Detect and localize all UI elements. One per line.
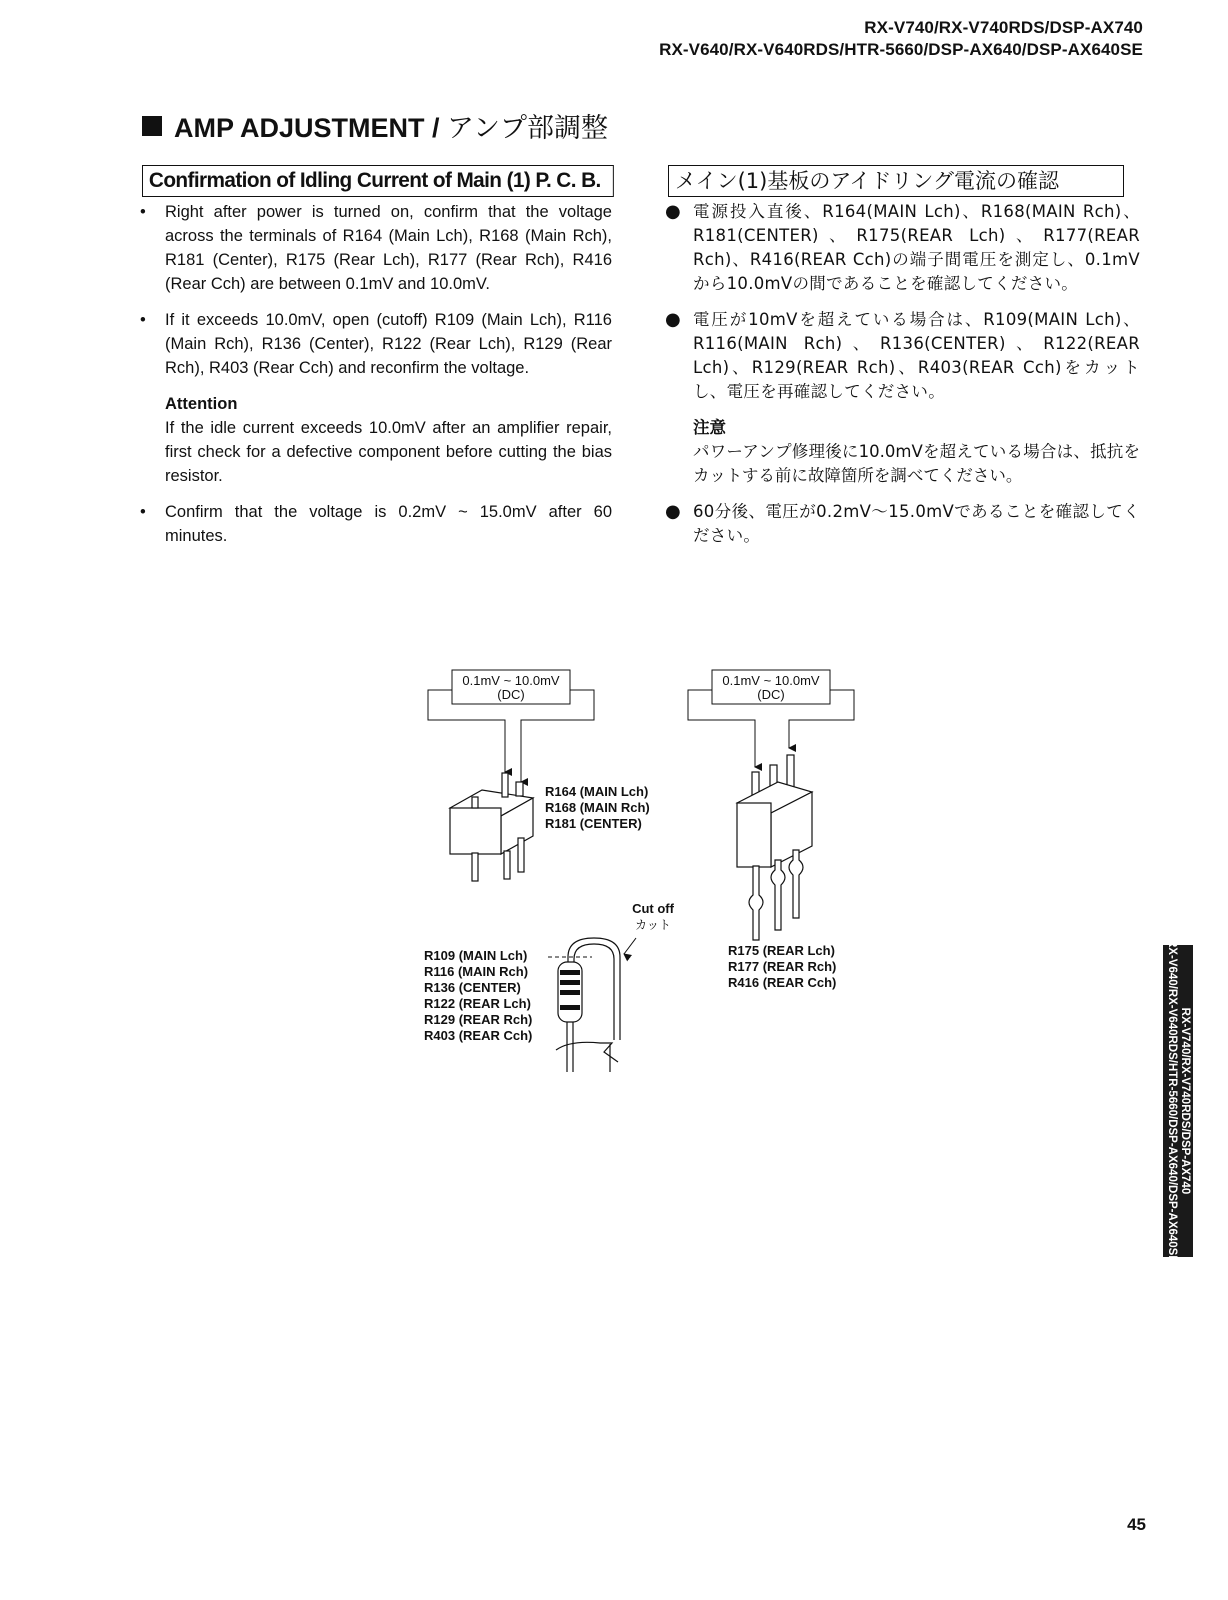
left-label-3: R181 (CENTER) xyxy=(545,816,642,831)
en-item-1-text: Right after power is turned on, confirm that the voltage across the terminals of R164 (Main Lch), R168 (Main Rch), R181 (Center), R175 (Rear Lch), R177 (Rear Rch), R416 (Rear Cch) are between 0.1mV and 10.0mV. xyxy=(165,203,612,293)
cutoff-label-en: Cut off xyxy=(632,901,674,916)
section-title-en: AMP ADJUSTMENT / xyxy=(174,113,448,143)
en-attention-text: If the idle current exceeds 10.0mV after an amplifier repair, first check for a defective component before cutting the bias resistor. xyxy=(165,419,612,485)
side-tab-text xyxy=(1165,939,1191,1263)
left-component xyxy=(450,773,533,881)
right-component xyxy=(737,755,812,940)
side-tab-line-2: RX-V640/RX-V640RDS/HTR-5660/DSP-AX640/DSP-AX640SE xyxy=(1166,938,1178,1264)
left-label-2: R168 (MAIN Rch) xyxy=(545,800,650,815)
en-item-3-text: Confirm that the voltage is 0.2mV ~ 15.0mV after 60 minutes. xyxy=(165,503,612,545)
cutoff-pointer xyxy=(548,938,636,957)
bullet-icon: ● xyxy=(665,201,682,222)
bullet-icon: ● xyxy=(665,309,682,330)
right-label-2: R177 (REAR Rch) xyxy=(728,959,837,974)
bias-label-2: R116 (MAIN Rch) xyxy=(424,964,529,979)
meter-right-mode: (DC) xyxy=(757,687,785,702)
bullet-icon: • xyxy=(140,503,146,521)
side-tab-line-1: RX-V740/RX-V740RDS/DSP-AX740 xyxy=(1179,1007,1191,1195)
left-label-1: R164 (MAIN Lch) xyxy=(545,784,649,799)
section-title-jp: アンプ部調整 xyxy=(447,113,608,144)
bias-label-5: R129 (REAR Rch) xyxy=(424,1012,533,1027)
meter-right xyxy=(712,670,830,704)
meter-left-range: 0.1mV ~ 10.0mV xyxy=(462,673,560,688)
en-attention-title: Attention xyxy=(165,395,238,413)
bias-label-1: R109 (MAIN Lch) xyxy=(424,948,528,963)
cutoff-label-jp: カット xyxy=(635,918,671,932)
bullet-icon: • xyxy=(140,203,146,221)
model-header-line-2: RX-V640/RX-V640RDS/HTR-5660/DSP-AX640/DSP-AX640SE xyxy=(659,40,1143,59)
right-label-3: R416 (REAR Cch) xyxy=(728,975,837,990)
bias-label-6: R403 (REAR Cch) xyxy=(424,1028,533,1043)
jp-attention-title: 注意 xyxy=(693,418,726,437)
jp-item-1-text: 電源投入直後、R164(MAIN Lch)、R168(MAIN Rch)、R181(CENTER)、R175(REAR Lch)、R177(REAR Rch)、R416(REAR Cch)の端子間電圧を測定し、0.1mVから10.0mVの間であることを確認してください。 xyxy=(693,202,1140,293)
jp-attention-text: パワーアンプ修理後に10.0mVを超えている場合は、抵抗をカットする前に故障箇所を調べてください。 xyxy=(693,442,1140,485)
heading-jp: メイン(1)基板のアイドリング電流の確認 xyxy=(668,165,1124,197)
meter-left-mode: (DC) xyxy=(497,687,525,702)
bullet-icon: ● xyxy=(665,501,682,522)
page-number: 45 xyxy=(1127,1515,1146,1534)
right-label-1: R175 (REAR Lch) xyxy=(728,943,835,958)
meter-right-range: 0.1mV ~ 10.0mV xyxy=(722,673,820,688)
jp-item-2-text: 電圧が10mVを超えている場合は、R109(MAIN Lch)、R116(MAIN Rch)、R136(CENTER)、R122(REAR Lch)、R129(REAR Rch)、R403(REAR Cch)をカットし、電圧を再確認してください。 xyxy=(693,310,1140,401)
en-item-2-text: If it exceeds 10.0mV, open (cutoff) R109 (Main Lch), R116 (Main Rch), R136 (Center), R122 (Rear Lch), R129 (Rear Rch), R403 (Rear Cch) and reconfirm the voltage. xyxy=(165,311,612,377)
meter-left xyxy=(452,670,570,704)
heading-en: Confirmation of Idling Current of Main (1) P. C. B. xyxy=(142,165,614,197)
model-header-line-1: RX-V740/RX-V740RDS/DSP-AX740 xyxy=(864,18,1143,37)
bias-label-3: R136 (CENTER) xyxy=(424,980,521,995)
bullet-icon: • xyxy=(140,311,146,329)
jp-item-3-text: 60分後、電圧が0.2mV〜15.0mVであることを確認してください。 xyxy=(693,502,1140,545)
bias-resistor xyxy=(556,938,620,1072)
bias-label-4: R122 (REAR Lch) xyxy=(424,996,531,1011)
